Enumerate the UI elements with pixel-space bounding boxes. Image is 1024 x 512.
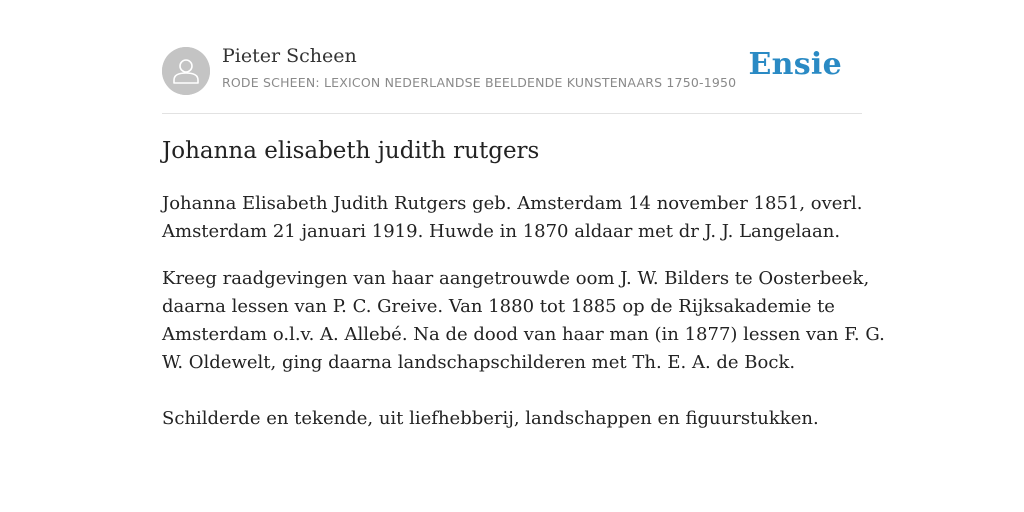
- paragraph-line: Johanna Elisabeth Judith Rutgers geb. Amsterdam 14 november 1851, overl.: [162, 193, 863, 214]
- user-icon: [162, 47, 210, 95]
- article-header: [162, 0, 862, 114]
- paragraph-line: Amsterdam o.l.v. A. Allebé. Na de dood van haar man (in 1877) lessen van F. G.: [162, 324, 885, 345]
- article-body: [162, 190, 885, 433]
- author-avatar[interactable]: [162, 47, 210, 95]
- paragraph-line: Amsterdam 21 januari 1919. Huwde in 1870 aldaar met dr J. J. Langelaan.: [162, 221, 841, 242]
- article-title: Johanna elisabeth judith rutgers: [162, 138, 540, 164]
- article-card: [162, 0, 885, 429]
- paragraph: [162, 190, 862, 246]
- paragraph-spacer: [162, 246, 862, 265]
- paragraph-line: daarna lessen van P. C. Greive. Van 1880 tot 1885 op de Rijksakademie te: [162, 296, 835, 317]
- paragraph: [162, 405, 862, 433]
- paragraph-spacer: [162, 377, 862, 405]
- paragraph: [162, 265, 885, 377]
- source-label[interactable]: RODE SCHEEN: LEXICON NEDERLANDSE BEELDENDE KUNSTENAARS 1750-1950: [222, 75, 737, 90]
- author-name[interactable]: Pieter Scheen: [222, 45, 357, 67]
- paragraph-line: Schilderde en tekende, uit liefhebberij, landschappen en figuurstukken.: [162, 408, 819, 429]
- paragraph-line: W. Oldewelt, ging daarna landschapschilderen met Th. E. A. de Bock.: [162, 352, 796, 373]
- paragraph-line: Kreeg raadgevingen van haar aangetrouwde oom J. W. Bilders te Oosterbeek,: [162, 268, 870, 289]
- ensie-logo[interactable]: Ensie: [748, 47, 842, 82]
